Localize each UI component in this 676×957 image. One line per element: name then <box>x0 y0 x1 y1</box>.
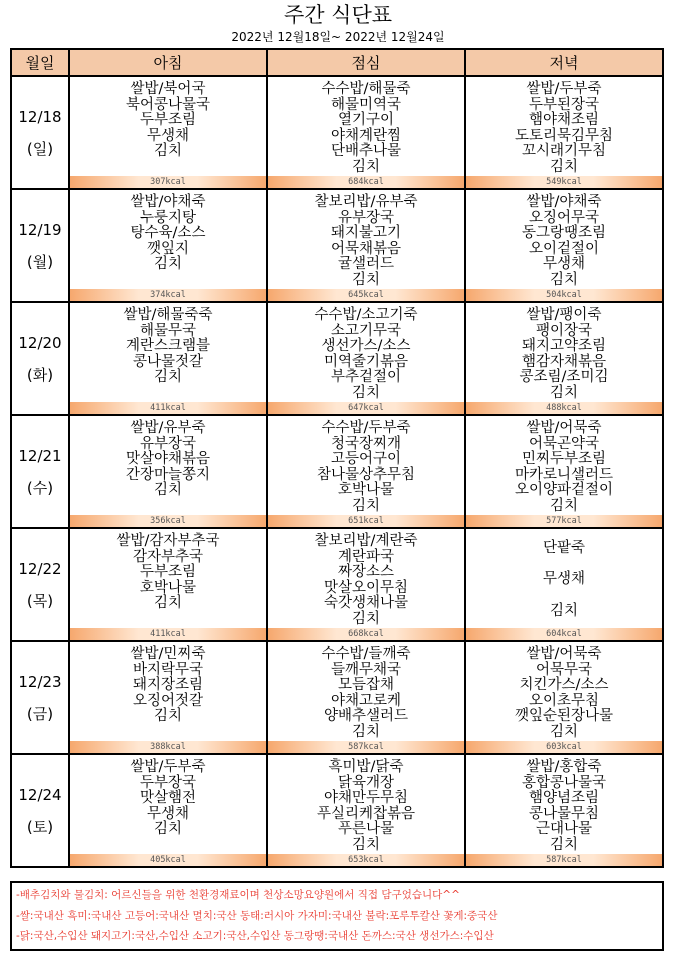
menu-item: 어묵곤약국 <box>528 435 600 452</box>
weekly-menu-table <box>10 48 664 868</box>
breakfast-cell <box>69 641 267 754</box>
menu-item: 소고기무국 <box>330 322 402 339</box>
day-cell <box>11 76 69 189</box>
menu-item: 쌀밥/어묵죽 <box>526 420 602 436</box>
menu-item: 오이겉절이 <box>528 240 600 257</box>
day-cell <box>11 641 69 754</box>
breakfast-items <box>70 421 266 514</box>
header-row <box>11 49 663 76</box>
lunch-cell <box>267 302 465 415</box>
menu-item: 김치 <box>351 610 380 627</box>
dinner-items <box>466 82 662 175</box>
dinner-cell <box>465 415 663 528</box>
menu-item: 치킨가스/소스 <box>519 677 609 693</box>
kcal-bar: 604kcal <box>466 628 662 640</box>
dinner-items <box>466 195 662 288</box>
menu-item: 홍합콩나물국 <box>521 774 607 791</box>
kcal-bar: 587kcal <box>466 854 662 866</box>
menu-item: 햄야채조림 <box>528 112 600 128</box>
menu-item: 호박나물 <box>337 482 395 498</box>
menu-item: 쌀밥/해물죽죽 <box>123 307 213 323</box>
menu-item: 찰보리밥/유부죽 <box>314 194 418 210</box>
day-row <box>11 302 663 415</box>
dinner-cell <box>465 302 663 415</box>
menu-item: 수수밥/소고기죽 <box>314 307 418 323</box>
menu-item: 생선가스/소스 <box>321 338 411 354</box>
breakfast-items <box>70 195 266 288</box>
menu-item: 푸실리케찹볶음 <box>316 805 416 822</box>
menu-item: 마카로니샐러드 <box>514 466 614 483</box>
menu-item: 해물미역국 <box>330 96 402 113</box>
kcal-bar: 411kcal <box>70 628 266 640</box>
day-weekday: (월) <box>26 252 54 271</box>
menu-item: 수수밥/들깨죽 <box>321 646 411 662</box>
menu-item: 쌀밥/민찌죽 <box>130 646 206 662</box>
day-row <box>11 754 663 867</box>
menu-item: 두부된장국 <box>528 96 600 113</box>
breakfast-items <box>70 647 266 740</box>
menu-item: 청국장찌개 <box>330 435 402 452</box>
menu-item: 모듬잡채 <box>337 677 395 693</box>
breakfast-items <box>70 82 266 175</box>
header-breakfast: 아침 <box>69 49 267 76</box>
day-cell <box>11 528 69 641</box>
day-weekday: (금) <box>26 704 54 723</box>
note-line: -배추김치와 물김치: 어르신들을 위한 천환경재료이며 천상소망요양원에서 직접 담구었습니다^^ <box>16 889 460 901</box>
breakfast-items <box>70 534 266 627</box>
menu-item: 누룽지탕 <box>139 209 197 226</box>
breakfast-items <box>70 760 266 853</box>
day-date: 12/19 <box>18 220 62 239</box>
menu-item: 쌀밥/감자부추국 <box>116 533 220 549</box>
day-weekday: (일) <box>26 139 54 158</box>
day-row <box>11 528 663 641</box>
menu-item: 흑미밥/닭죽 <box>328 759 404 775</box>
menu-item: 야채계란찜 <box>330 127 402 144</box>
menu-item: 깻잎지 <box>146 240 190 257</box>
menu-item: 탕수육/소스 <box>130 225 206 241</box>
menu-item: 쌀밥/어묵죽 <box>526 646 602 662</box>
menu-item: 돼지장조림 <box>132 677 204 693</box>
menu-item: 쌀밥/북어국 <box>130 81 206 97</box>
menu-item: 수수밥/해물죽 <box>321 81 411 97</box>
day-date: 12/20 <box>18 333 62 352</box>
menu-item: 근대나물 <box>535 821 593 837</box>
menu-item: 김치 <box>153 256 182 272</box>
dinner-items <box>466 421 662 514</box>
day-weekday: (화) <box>26 365 54 384</box>
lunch-items <box>268 760 464 853</box>
menu-item: 돼지고약조림 <box>521 338 607 354</box>
menu-item: 어묵무국 <box>535 661 593 678</box>
menu-item: 쌀밥/두부죽 <box>130 759 206 775</box>
menu-item: 김치 <box>549 602 578 619</box>
menu-item: 김치 <box>549 384 578 401</box>
menu-item: 쌀밥/홍합죽 <box>526 759 602 775</box>
menu-item: 오징어무국 <box>528 209 600 226</box>
menu-item: 양배추샐러드 <box>323 708 409 724</box>
breakfast-cell <box>69 528 267 641</box>
menu-item: 간장마늘쫑지 <box>125 466 211 483</box>
day-cell <box>11 415 69 528</box>
menu-item: 콩조림/조미김 <box>519 369 609 385</box>
breakfast-cell <box>69 415 267 528</box>
menu-item: 쌀밥/유부죽 <box>130 420 206 436</box>
day-row <box>11 641 663 754</box>
day-date: 12/22 <box>18 559 62 578</box>
day-date: 12/23 <box>18 672 62 691</box>
menu-item: 계란스크램블 <box>125 338 211 354</box>
dinner-items <box>466 308 662 401</box>
menu-item: 김치 <box>549 158 578 175</box>
menu-item: 도토리묵김무침 <box>514 127 614 144</box>
menu-item: 오이초무침 <box>528 692 600 709</box>
day-weekday: (토) <box>26 817 54 836</box>
lunch-items <box>268 421 464 514</box>
menu-item: 햄양념조림 <box>528 790 600 806</box>
lunch-items <box>268 195 464 288</box>
breakfast-cell <box>69 754 267 867</box>
kcal-bar: 587kcal <box>268 741 464 753</box>
breakfast-cell <box>69 189 267 302</box>
menu-item: 김치 <box>351 497 380 514</box>
breakfast-cell <box>69 302 267 415</box>
menu-item: 무생채 <box>542 256 586 272</box>
menu-item: 두부조림 <box>139 112 197 128</box>
menu-item: 들깨무채국 <box>330 661 402 678</box>
menu-item: 호박나물 <box>139 579 197 596</box>
menu-item: 김치 <box>351 158 380 175</box>
lunch-items <box>268 308 464 401</box>
menu-item: 쌀밥/야채죽 <box>130 194 206 210</box>
lunch-cell <box>267 76 465 189</box>
menu-item: 오이양파겉절이 <box>514 482 614 498</box>
menu-item: 부추겉절이 <box>330 369 402 385</box>
note-line: -쌀:국내산 흑미:국내산 고등어:국내산 멸치:국산 동태:러시아 가자미:국내산 불락:포루투칼산 꽃게:중국산 <box>16 909 498 922</box>
menu-item: 해물무국 <box>139 322 197 339</box>
menu-item: 돼지불고기 <box>330 225 402 241</box>
menu-item: 김치 <box>153 708 182 724</box>
menu-item: 무생채 <box>146 127 190 144</box>
kcal-bar: 307kcal <box>70 176 266 188</box>
menu-item: 짜장소스 <box>337 564 395 580</box>
kcal-bar: 603kcal <box>466 741 662 753</box>
menu-item: 김치 <box>153 482 182 498</box>
menu-item: 맛살햄전 <box>139 790 197 806</box>
dinner-items <box>466 647 662 740</box>
header-lunch: 점심 <box>267 49 465 76</box>
dinner-cell <box>465 76 663 189</box>
day-cell <box>11 754 69 867</box>
menu-item: 김치 <box>549 497 578 514</box>
menu-item: 수수밥/두부죽 <box>321 420 411 436</box>
lunch-items <box>268 534 464 627</box>
menu-item: 팽이장국 <box>535 322 593 339</box>
menu-item: 민찌두부조림 <box>521 451 607 467</box>
kcal-bar: 405kcal <box>70 854 266 866</box>
menu-item: 열기구이 <box>337 112 395 128</box>
menu-item: 미역줄기볶음 <box>323 353 409 370</box>
menu-item: 햄감자채볶음 <box>521 353 607 370</box>
header-date: 월일 <box>11 49 69 76</box>
day-row <box>11 415 663 528</box>
menu-item: 쌀밥/두부죽 <box>526 81 602 97</box>
menu-item: 김치 <box>153 821 182 837</box>
menu-item: 북어콩나물국 <box>125 96 211 113</box>
note-line: -닭:국산,수입산 돼지고기:국산,수입산 소고기:국산,수입산 동그랑땡:국내산 돈까스:국산 생선가스:수입산 <box>16 930 494 942</box>
page-title: 주간 식단표 <box>283 3 393 27</box>
menu-item: 콩나물무침 <box>528 805 600 822</box>
menu-item: 김치 <box>549 723 578 740</box>
dinner-cell <box>465 754 663 867</box>
day-date: 12/24 <box>18 785 62 804</box>
menu-item: 유부장국 <box>337 209 395 226</box>
day-cell <box>11 302 69 415</box>
lunch-cell <box>267 189 465 302</box>
menu-item: 단배추나물 <box>330 143 402 159</box>
dinner-cell <box>465 528 663 641</box>
menu-body <box>11 76 663 867</box>
menu-item: 어묵채볶음 <box>330 240 402 257</box>
menu-item: 감자부추국 <box>132 548 204 565</box>
menu-item: 쌀밥/팽이죽 <box>526 307 602 323</box>
day-cell <box>11 189 69 302</box>
menu-item: 귤샐러드 <box>337 256 395 272</box>
day-date: 12/18 <box>18 107 62 126</box>
date-range: 2022년 12월18일~ 2022년 12월24일 <box>231 30 445 44</box>
lunch-items <box>268 82 464 175</box>
kcal-bar: 647kcal <box>268 402 464 414</box>
menu-item: 야채고로케 <box>330 692 402 709</box>
menu-item: 김치 <box>153 143 182 159</box>
menu-item: 김치 <box>351 271 380 288</box>
menu-item: 김치 <box>351 836 380 853</box>
menu-item: 두부장국 <box>139 774 197 791</box>
menu-item: 두부조림 <box>139 564 197 580</box>
lunch-cell <box>267 754 465 867</box>
breakfast-items <box>70 308 266 401</box>
menu-item: 닭육개장 <box>337 774 395 791</box>
notes-box <box>10 881 664 951</box>
menu-item: 푸른나물 <box>337 821 395 837</box>
menu-item: 김치 <box>351 723 380 740</box>
menu-item: 단팥죽 <box>542 539 586 556</box>
lunch-cell <box>267 641 465 754</box>
menu-item: 참나물상추무침 <box>316 466 416 483</box>
day-weekday: (수) <box>26 478 54 497</box>
kcal-bar: 411kcal <box>70 402 266 414</box>
menu-item: 김치 <box>549 271 578 288</box>
day-row <box>11 189 663 302</box>
menu-item: 찰보리밥/계란죽 <box>314 533 418 549</box>
dinner-cell <box>465 641 663 754</box>
kcal-bar: 388kcal <box>70 741 266 753</box>
breakfast-cell <box>69 76 267 189</box>
menu-item: 동그랑땡조림 <box>521 225 607 241</box>
kcal-bar: 577kcal <box>466 515 662 527</box>
menu-item: 쌀밥/야채죽 <box>526 194 602 210</box>
dinner-items <box>466 760 662 853</box>
lunch-cell <box>267 528 465 641</box>
kcal-bar: 668kcal <box>268 628 464 640</box>
kcal-bar: 549kcal <box>466 176 662 188</box>
menu-item: 꼬시래기무침 <box>521 143 607 159</box>
menu-item: 깻잎순된장나물 <box>514 708 614 724</box>
lunch-cell <box>267 415 465 528</box>
kcal-bar: 488kcal <box>466 402 662 414</box>
kcal-bar: 504kcal <box>466 289 662 301</box>
day-row <box>11 76 663 189</box>
menu-item: 김치 <box>351 384 380 401</box>
kcal-bar: 356kcal <box>70 515 266 527</box>
menu-item: 바지락무국 <box>132 661 204 678</box>
day-date: 12/21 <box>18 446 62 465</box>
menu-item: 야채만두무침 <box>323 790 409 806</box>
menu-item: 무생채 <box>542 571 586 588</box>
menu-item: 숙갓생채나물 <box>323 595 409 611</box>
header-dinner: 저녁 <box>465 49 663 76</box>
kcal-bar: 651kcal <box>268 515 464 527</box>
menu-item: 유부장국 <box>139 435 197 452</box>
menu-item: 고등어구이 <box>330 451 402 467</box>
dinner-items <box>466 533 662 627</box>
kcal-bar: 645kcal <box>268 289 464 301</box>
menu-item: 김치 <box>153 369 182 385</box>
menu-item: 맛살오이무침 <box>323 579 409 596</box>
menu-item: 계란파국 <box>337 548 395 565</box>
kcal-bar: 653kcal <box>268 854 464 866</box>
lunch-items <box>268 647 464 740</box>
menu-item: 오징어젓갈 <box>132 692 204 709</box>
menu-item: 맛살야채볶음 <box>125 451 211 467</box>
kcal-bar: 374kcal <box>70 289 266 301</box>
menu-item: 무생채 <box>146 805 190 822</box>
menu-item: 김치 <box>549 836 578 853</box>
dinner-cell <box>465 189 663 302</box>
day-weekday: (목) <box>26 591 54 610</box>
kcal-bar: 684kcal <box>268 176 464 188</box>
menu-item: 콩나물젓갈 <box>132 353 204 370</box>
menu-item: 김치 <box>153 595 182 611</box>
